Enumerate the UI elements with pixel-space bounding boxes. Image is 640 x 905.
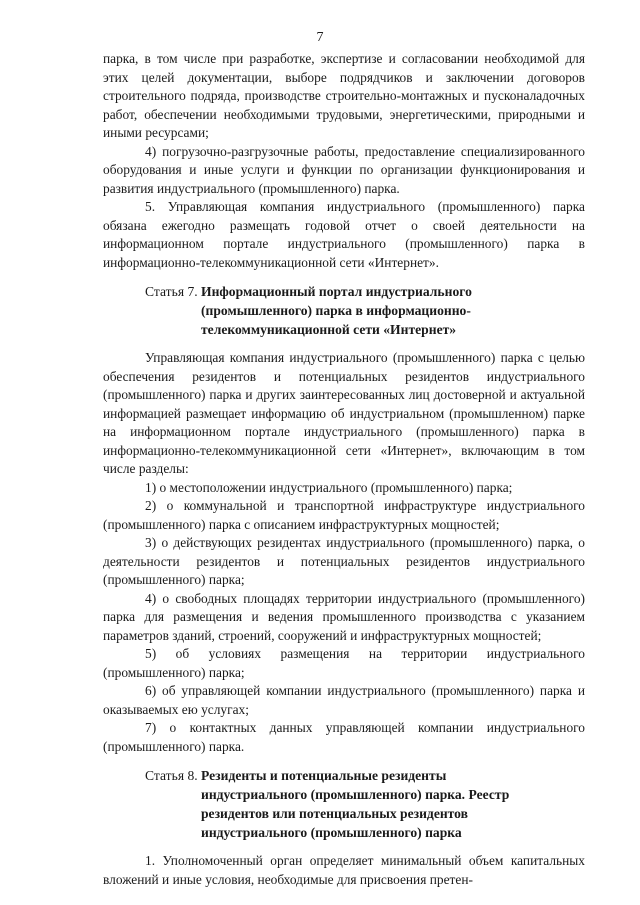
list-item: 7) о контактных данных управляющей компании индустриального (промышленного) парка. bbox=[103, 720, 585, 754]
list-item: 2) о коммунальной и транспортной инфраструктуре индустриального (промышленного) парка с описанием инфраструктурных мощностей; bbox=[103, 498, 585, 532]
list-item: 3) о действующих резидентах индустриального (промышленного) парка, о деятельности резидентов и потенциальных резидентов индустриального (промышленного) парка; bbox=[103, 535, 585, 587]
list-item: 4) о свободных площадях территории индустриального (промышленного) парка для размещения и ведения промышленного производства с указанием параметров зданий, строений, сооружений и инфраструктурных мощностей; bbox=[103, 590, 585, 643]
paragraph: 5. Управляющая компания индустриального (промышленного) парка обязана ежегодно размещать годовой отчет о своей деятельности на информационном портале индустриального (промышленного) парка в информационно-телекоммуникационной сети «Интернет». bbox=[103, 199, 585, 270]
article-label: Статья 8. bbox=[145, 768, 198, 783]
list-item: 6) об управляющей компании индустриального (промышленного) парка и оказываемых ею услугах; bbox=[103, 683, 585, 717]
list-item: 5) об условиях размещения на территории индустриального (промышленного) парка; bbox=[103, 646, 585, 680]
list-item: 1) о местоположении индустриального (промышленного) парка; bbox=[145, 479, 513, 495]
page-number: 7 bbox=[316, 30, 324, 45]
article-title: Информационный портал индустриального (промышленного) парка в информационно-телекоммуникационной сети «Интернет» bbox=[201, 284, 472, 337]
article-title: Резиденты и потенциальные резиденты индустриального (промышленного) парка. Реестр резидентов или потенциальных резидентов индустриального (промышленного) парка bbox=[201, 768, 510, 840]
article-label: Статья 7. bbox=[145, 284, 198, 299]
paragraph: 4) погрузочно-разгрузочные работы, предоставление специализированного оборудования и иные услуги и функции по организации функционирования и развития индустриального (промышленного) парка. bbox=[103, 143, 585, 196]
paragraph: 1. Уполномоченный орган определяет минимальный объем капитальных вложений и иные условия, необходимые для присвоения претен- bbox=[103, 853, 585, 887]
article-8-heading bbox=[103, 766, 585, 842]
paragraph: Управляющая компания индустриального (промышленного) парка с целью обеспечения резидентов и потенциальных резидентов индустриального (промышленного) парка и других заинтересованных лиц достоверной и актуальной информацией размещает информацию об индустриальном (промышленном) парке на информационном портале индустриального (промышленного) парка в информационно-телекоммуникационной сети «Интернет», включающим в том числе разделы: bbox=[103, 350, 585, 476]
paragraph: парка, в том числе при разработке, экспертизе и согласовании необходимой для этих целей документации, выборе подрядчиков и заключении договоров строительного подряда, производстве строительно-монтажных и пусконаладочных работ, обеспечении необходимыми трудовыми, энергетическими, природными и иными ресурсами; bbox=[103, 51, 585, 140]
article-7-heading bbox=[103, 282, 585, 339]
document-body bbox=[103, 50, 585, 889]
